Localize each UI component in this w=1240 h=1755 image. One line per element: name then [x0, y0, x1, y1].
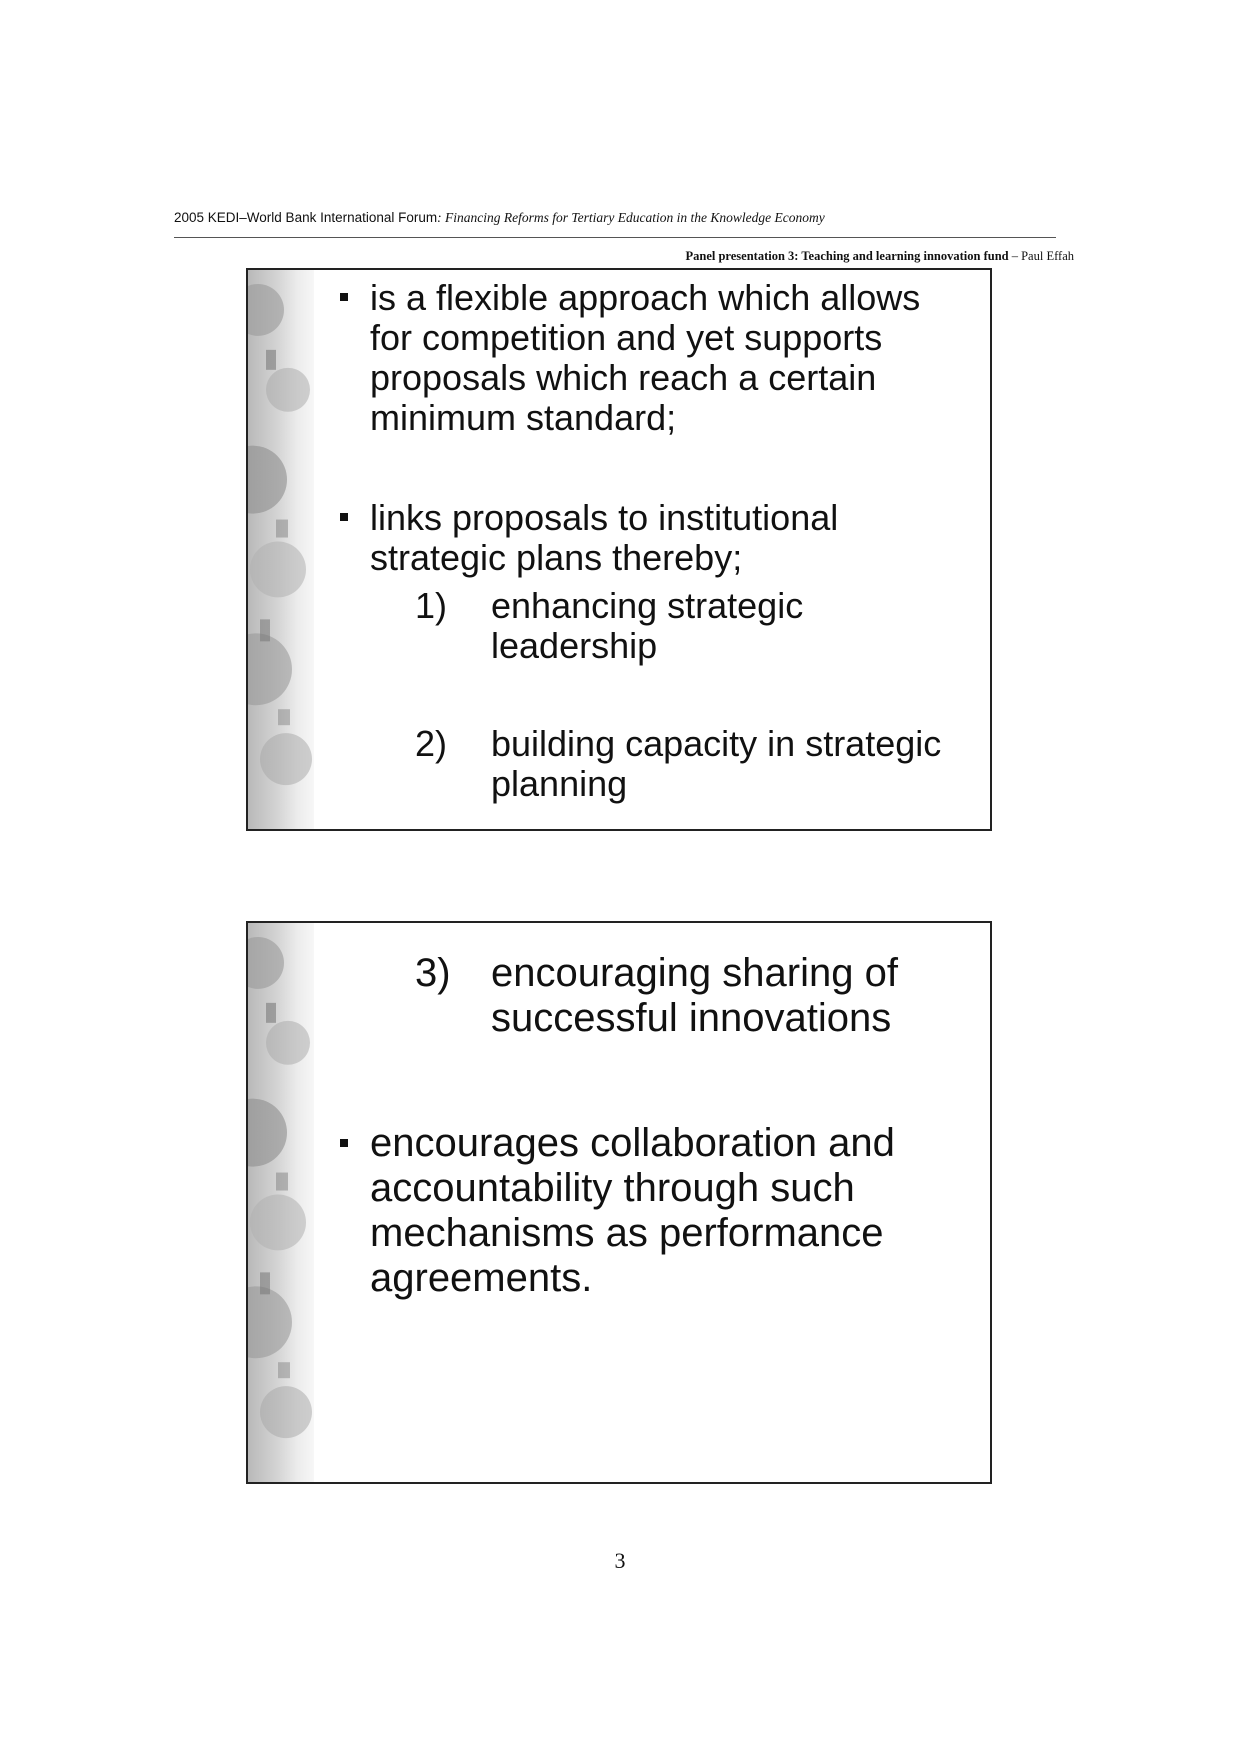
panel-dash: –: [1008, 249, 1022, 263]
forum-subtitle: Financing Reforms for Tertiary Education in the Knowledge Economy: [441, 210, 825, 225]
item-number: 2): [415, 723, 448, 764]
item-text: building capacity in strategic planning: [491, 723, 942, 804]
page-number: 3: [614, 1548, 626, 1573]
square-bullet-icon: [340, 1139, 348, 1147]
panel-author: Paul Effah: [1021, 249, 1074, 263]
forum-separator: :: [437, 210, 442, 225]
item-text: enhancing strategic leadership: [491, 585, 804, 666]
gear-decoration: [248, 923, 314, 1482]
slide-2-content: [314, 923, 990, 1482]
gear-pattern-icon: [248, 923, 314, 1482]
item-number: 1): [415, 585, 448, 626]
header-divider: [174, 237, 1056, 238]
gear-decoration: [248, 270, 314, 829]
forum-name: 2005 KEDI–World Bank International Forum: [174, 210, 438, 225]
bullet-text: is a flexible approach which allows for competition and yet supports proposals which reach a certain minimum standard;: [370, 277, 921, 438]
slide-thumbnail-1: [246, 268, 992, 831]
running-header-title: [174, 210, 825, 226]
slide-thumbnail-2: [246, 921, 992, 1484]
panel-title: Panel presentation 3: Teaching and learning innovation fund: [685, 249, 1009, 263]
square-bullet-icon: [340, 513, 348, 521]
item-text: encouraging sharing of successful innovations: [491, 951, 898, 1040]
bullet-text: encourages collaboration and accountability through such mechanisms as performance agreements.: [370, 1121, 895, 1300]
item-number: 3): [415, 951, 451, 995]
bullet-text: links proposals to institutional strategic plans thereby;: [370, 497, 839, 578]
gear-pattern-icon: [248, 270, 314, 829]
running-header-panel: [686, 249, 1075, 264]
slide-1-content: [314, 270, 990, 829]
square-bullet-icon: [340, 293, 348, 301]
